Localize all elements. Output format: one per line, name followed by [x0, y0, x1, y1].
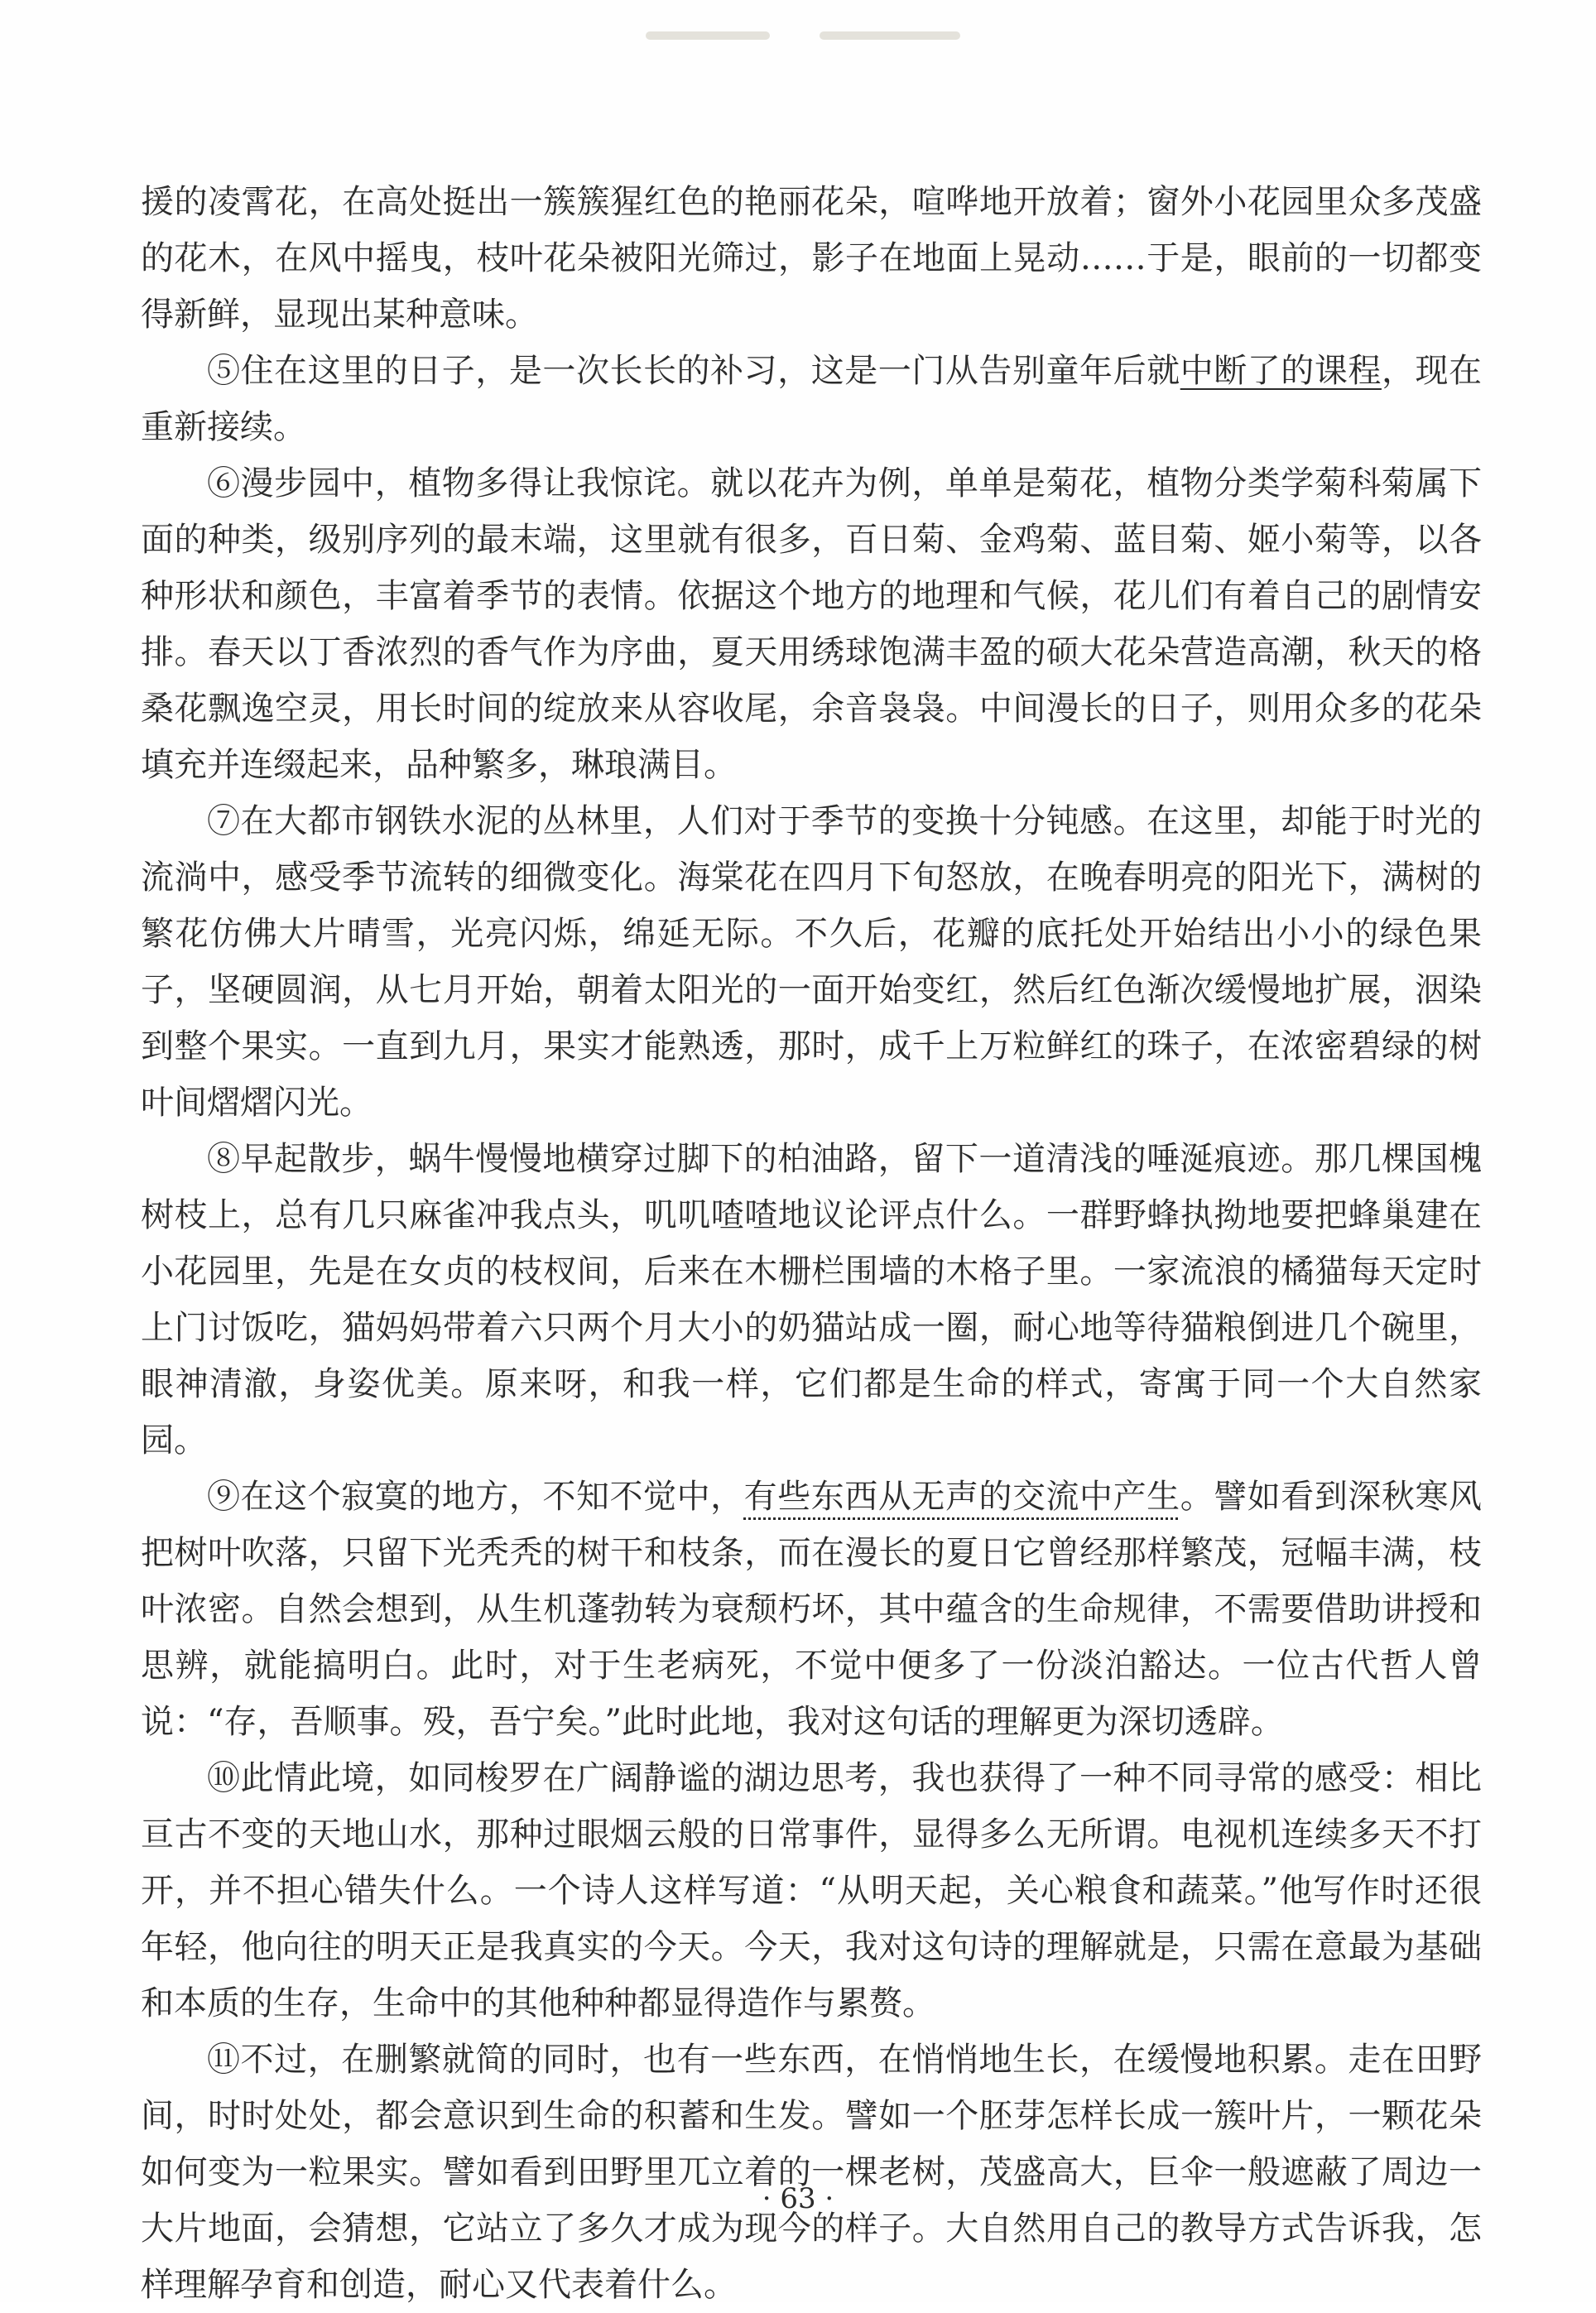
paragraph-11: ⑪不过，在删繁就简的同时，也有一些东西，在悄悄地生长，在缓慢地积累。走在田野间，时时处处，都会意识到生命的积蓄和生发。譬如一个胚芽怎样长成一簇叶片，一颗花朵如何变为一粒果实。譬如看到田野里兀立着的一棵老树，茂盛高大，巨伞一般遮蔽了周边一大片地面，会猜想，它站立了多久才成为现今的样子。大自然用自己的教导方式告诉我，怎样理解孕育和创造，耐心又代表着什么。	[141, 2041, 1482, 2304]
paragraph-8: ⑧早起散步，蜗牛慢慢地横穿过脚下的柏油路，留下一道清浅的唾涎痕迹。那几棵国槐树枝上，总有几只麻雀冲我点头，叽叽喳喳地议论评点什么。一群野蜂执拗地要把蜂巢建在小花园里，先是在女贞的枝杈间，后来在木栅栏围墙的木格子里。一家流浪的橘猫每天定时上门讨饭吃，猫妈妈带着六只两个月大小的奶猫站成一圈，耐心地等待猫粮倒进几个碗里，眼神清澈，身姿优美。原来呀，和我一样，它们都是生命的样式，寄寓于同一个大自然家园。	[141, 1140, 1482, 1459]
header-decoration	[646, 23, 993, 48]
paragraph-9-emphasized-phrase: 有些东西从无声的交流中产生	[743, 1478, 1180, 1516]
paragraph-9-text-before: ⑨在这个寂寞的地方，不知不觉中，	[207, 1478, 744, 1516]
paragraph-5	[141, 343, 1482, 455]
paragraph-5-underlined-phrase: 中断了的课程	[1180, 352, 1382, 390]
paragraph-5-text-after: ，现在重新接续。	[141, 352, 1483, 446]
paragraph-9	[141, 1469, 1482, 1750]
article-body	[141, 174, 1482, 2313]
paragraph-9-text-after: 。譬如看到深秋寒风把树叶吹落，只留下光秃秃的树干和枝条，而在漫长的夏日它曾经那样繁茂，冠幅丰满，枝叶浓密。自然会想到，从生机蓬勃转为衰颓朽坏，其中蕴含的生命规律，不需要借助讲授和思辨，就能搞明白。此时，对于生老病死，不觉中便多了一份淡泊豁达。一位古代哲人曾说：“存，吾顺事。殁，吾宁矣。”此时此地，我对这句话的理解更为深切透辟。	[141, 1478, 1483, 1741]
paragraph-10: ⑩此情此境，如同梭罗在广阔静谧的湖边思考，我也获得了一种不同寻常的感受：相比亘古不变的天地山水，那种过眼烟云般的日常事件，显得多么无所谓。电视机连续多天不打开，并不担心错失什么。一个诗人这样写道：“从明天起，关心粮食和蔬菜。”他写作时还很年轻，他向往的明天正是我真实的今天。今天，我对这句诗的理解就是，只需在意最为基础和本质的生存，生命中的其他种种都显得造作与累赘。	[141, 1759, 1482, 2022]
paragraph-6: ⑥漫步园中，植物多得让我惊诧。就以花卉为例，单单是菊花，植物分类学菊科菊属下面的种类，级别序列的最末端，这里就有很多，百日菊、金鸡菊、蓝目菊、姬小菊等，以各种形状和颜色，丰富着季节的表情。依据这个地方的地理和气候，花儿们有着自己的剧情安排。春天以丁香浓烈的香气作为序曲，夏天用绣球饱满丰盈的硕大花朵营造高潮，秋天的格桑花飘逸空灵，用长时间的绽放来从容收尾，余音袅袅。中间漫长的日子，则用众多的花朵填充并连缀起来，品种繁多，琳琅满目。	[141, 464, 1482, 784]
page-number: · 63 ·	[762, 2182, 834, 2215]
paragraph-4-continuation: 援的凌霄花，在高处挺出一簇簇猩红色的艳丽花朵，喧哗地开放着；窗外小花园里众多茂盛的花木，在风中摇曳，枝叶花朵被阳光筛过，影子在地面上晃动……于是，眼前的一切都变得新鲜，显现出某种意味。	[141, 183, 1482, 334]
paragraph-7: ⑦在大都市钢铁水泥的丛林里，人们对于季节的变换十分钝感。在这里，却能于时光的流淌中，感受季节流转的细微变化。海棠花在四月下旬怒放，在晚春明亮的阳光下，满树的繁花仿佛大片晴雪，光亮闪烁，绵延无际。不久后，花瓣的底托处开始结出小小的绿色果子，坚硬圆润，从七月开始，朝着太阳光的一面开始变红，然后红色渐次缓慢地扩展，洇染到整个果实。一直到九月，果实才能熟透，那时，成千上万粒鲜红的珠子，在浓密碧绿的树叶间熠熠闪光。	[141, 802, 1482, 1122]
paragraph-5-text-before: ⑤住在这里的日子，是一次长长的补习，这是一门从告别童年后就	[207, 352, 1180, 390]
